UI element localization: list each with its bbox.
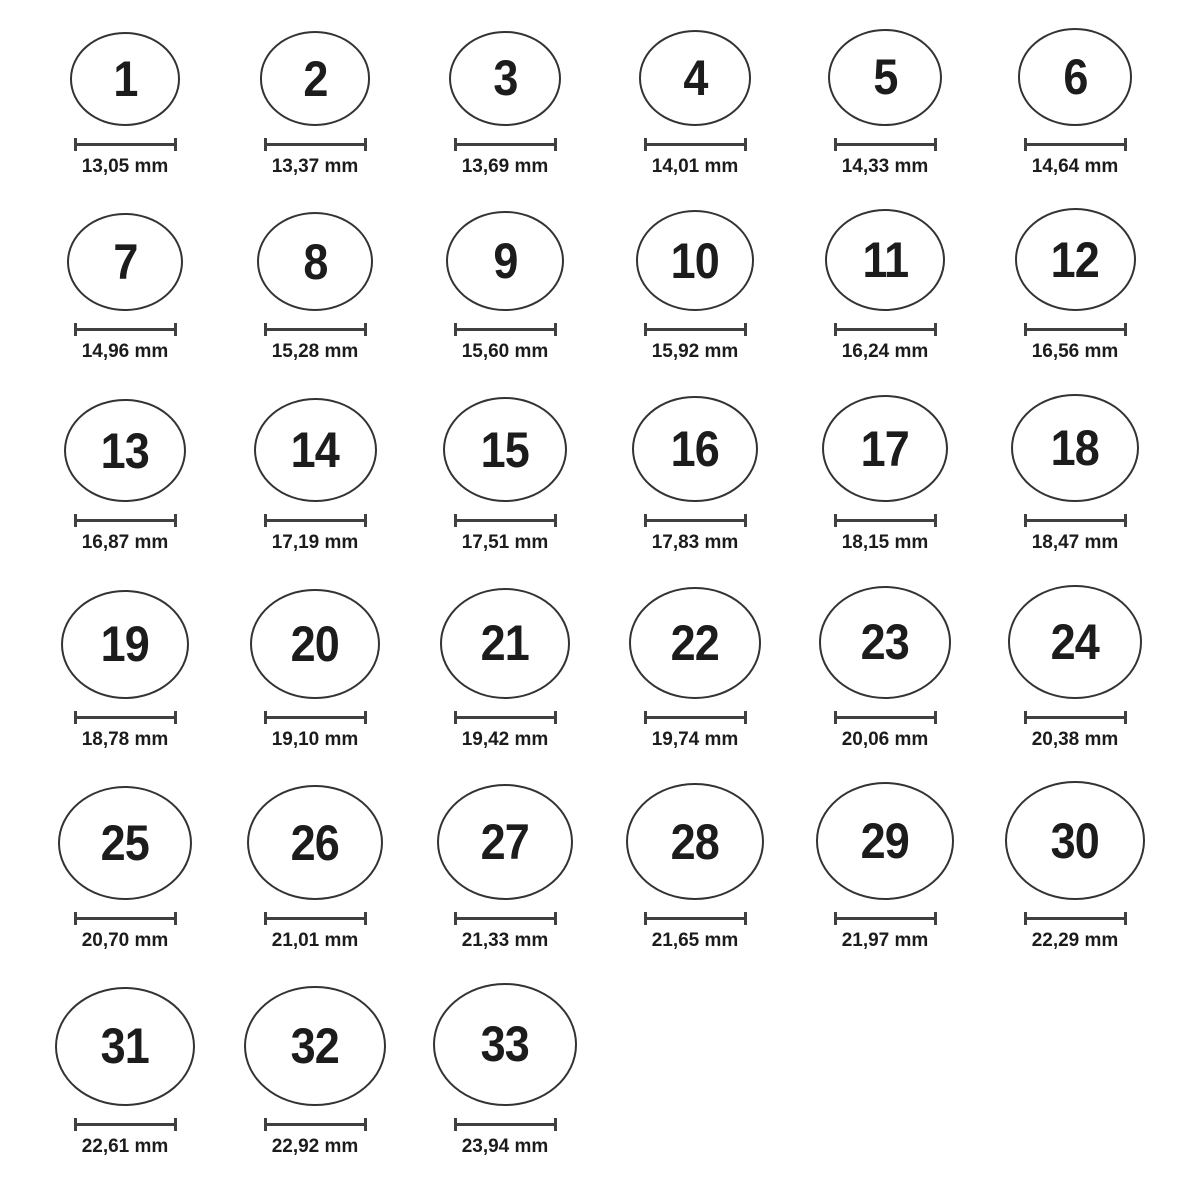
measure-bar: [77, 143, 174, 146]
ring-circle: [816, 782, 954, 900]
ring-size-item: [410, 397, 600, 555]
ring-size-item: [220, 31, 410, 178]
diameter-label: 15,92 mm: [651, 341, 739, 363]
ring-size-item: [790, 782, 980, 952]
diameter-measure-line: [644, 711, 747, 724]
ring-size-item: [410, 211, 600, 364]
ring-circle: [58, 786, 192, 900]
measure-tick-right: [934, 323, 937, 336]
measure-bar: [267, 1123, 364, 1126]
ring-size-item: [410, 784, 600, 953]
measure-bar: [267, 328, 364, 331]
diameter-measure-line: [644, 323, 747, 336]
ring-size-number: 16: [670, 421, 720, 478]
diameter-label: 18,78 mm: [81, 728, 169, 750]
measure-bar: [77, 1123, 174, 1126]
ring-size-number: 28: [670, 813, 720, 870]
diameter-label: 14,33 mm: [841, 155, 929, 177]
diameter-measure-line: [834, 514, 937, 527]
diameter-label: 19,74 mm: [651, 728, 739, 750]
measure-bar: [647, 716, 744, 719]
diameter-measure-line: [74, 138, 177, 151]
diameter-measure-line: [454, 323, 557, 336]
ring-circle: [626, 783, 763, 900]
ring-size-number: 14: [290, 422, 340, 479]
diameter-measure-line: [1024, 323, 1127, 336]
size-row: [30, 28, 1170, 178]
ring-size-item: [220, 785, 410, 953]
measure-tick-right: [364, 912, 367, 925]
ring-size-item: [30, 987, 220, 1159]
ring-size-item: [30, 32, 220, 178]
ring-size-number: 7: [112, 234, 138, 291]
measure-bar: [647, 143, 744, 146]
measure-bar: [267, 143, 364, 146]
measure-tick-right: [744, 323, 747, 336]
ring-size-item: [30, 399, 220, 556]
ring-size-number: 2: [302, 50, 328, 107]
diameter-label: 14,01 mm: [651, 155, 739, 177]
diameter-label: 19,10 mm: [271, 728, 359, 750]
diameter-measure-line: [74, 711, 177, 724]
measure-tick-right: [744, 514, 747, 527]
ring-size-item: [790, 209, 980, 364]
diameter-label: 23,94 mm: [461, 1135, 549, 1157]
ring-circle: [825, 209, 945, 311]
diameter-label: 20,38 mm: [1031, 728, 1119, 750]
ring-size-number: 6: [1062, 48, 1088, 105]
ring-size-item: [220, 212, 410, 364]
ring-circle: [446, 211, 564, 311]
diameter-measure-line: [454, 138, 557, 151]
size-row: [30, 208, 1170, 364]
ring-size-item: [600, 587, 790, 751]
ring-size-number: 31: [100, 1018, 150, 1075]
measure-bar: [647, 917, 744, 920]
measure-tick-right: [744, 711, 747, 724]
ring-size-item: [600, 396, 790, 555]
measure-bar: [1027, 519, 1124, 522]
diameter-measure-line: [74, 912, 177, 925]
measure-bar: [267, 716, 364, 719]
diameter-measure-line: [644, 514, 747, 527]
ring-size-item: [410, 588, 600, 752]
diameter-measure-line: [454, 711, 557, 724]
measure-tick-right: [1124, 514, 1127, 527]
measure-tick-right: [364, 711, 367, 724]
diameter-label: 15,60 mm: [461, 341, 549, 363]
ring-size-number: 23: [860, 614, 910, 671]
measure-tick-right: [174, 323, 177, 336]
diameter-measure-line: [834, 323, 937, 336]
ring-size-number: 13: [100, 422, 150, 479]
ring-circle: [70, 32, 180, 125]
measure-bar: [457, 143, 554, 146]
diameter-measure-line: [1024, 138, 1127, 151]
ring-circle: [433, 983, 578, 1106]
ring-circle: [636, 210, 755, 311]
ring-circle: [260, 31, 371, 125]
diameter-measure-line: [834, 711, 937, 724]
ring-size-number: 20: [290, 615, 340, 672]
measure-bar: [77, 917, 174, 920]
diameter-label: 20,70 mm: [81, 930, 169, 952]
ring-size-number: 15: [480, 421, 530, 478]
ring-size-number: 10: [670, 232, 720, 289]
measure-tick-right: [554, 323, 557, 336]
diameter-measure-line: [264, 1118, 367, 1131]
measure-bar: [77, 328, 174, 331]
measure-tick-right: [934, 912, 937, 925]
measure-tick-right: [554, 711, 557, 724]
ring-size-number: 8: [302, 233, 328, 290]
diameter-measure-line: [644, 138, 747, 151]
measure-tick-right: [174, 912, 177, 925]
measure-tick-right: [364, 138, 367, 151]
ring-circle: [639, 30, 752, 126]
measure-tick-right: [934, 138, 937, 151]
diameter-label: 19,42 mm: [461, 728, 549, 750]
diameter-measure-line: [264, 514, 367, 527]
measure-bar: [457, 519, 554, 522]
ring-size-number: 5: [872, 49, 898, 106]
diameter-label: 13,37 mm: [271, 155, 359, 177]
diameter-measure-line: [834, 912, 937, 925]
diameter-label: 16,24 mm: [841, 341, 929, 363]
ring-size-number: 21: [480, 615, 530, 672]
ring-circle: [1008, 585, 1141, 698]
diameter-label: 20,06 mm: [841, 728, 929, 750]
measure-bar: [457, 917, 554, 920]
measure-bar: [837, 917, 934, 920]
measure-tick-right: [174, 1118, 177, 1131]
ring-circle: [819, 586, 951, 699]
measure-tick-right: [554, 912, 557, 925]
ring-size-item: [980, 585, 1170, 751]
measure-tick-right: [174, 711, 177, 724]
ring-size-number: 17: [860, 420, 910, 477]
measure-tick-right: [1124, 138, 1127, 151]
measure-tick-right: [554, 138, 557, 151]
measure-tick-right: [1124, 912, 1127, 925]
measure-tick-right: [364, 1118, 367, 1131]
ring-size-item: [600, 210, 790, 364]
ring-size-number: 12: [1050, 231, 1100, 288]
measure-bar: [77, 519, 174, 522]
ring-circle: [257, 212, 374, 312]
ring-size-item: [980, 394, 1170, 555]
measure-tick-right: [364, 323, 367, 336]
measure-tick-right: [174, 514, 177, 527]
measure-tick-right: [364, 514, 367, 527]
size-row: [30, 781, 1170, 952]
ring-circle: [67, 213, 183, 312]
ring-size-item: [30, 213, 220, 364]
ring-size-item: [30, 786, 220, 953]
ring-circle: [1018, 28, 1133, 126]
measure-bar: [457, 328, 554, 331]
diameter-measure-line: [74, 1118, 177, 1131]
measure-tick-right: [1124, 711, 1127, 724]
diameter-label: 14,96 mm: [81, 341, 169, 363]
diameter-label: 22,92 mm: [271, 1135, 359, 1157]
ring-size-item: [410, 983, 600, 1159]
measure-tick-right: [744, 912, 747, 925]
ring-size-item: [410, 31, 600, 179]
measure-bar: [1027, 143, 1124, 146]
measure-bar: [647, 519, 744, 522]
ring-size-item: [980, 208, 1170, 364]
ring-size-item: [790, 29, 980, 179]
ring-size-number: 9: [492, 233, 518, 290]
ring-size-item: [790, 586, 980, 751]
diameter-label: 21,65 mm: [651, 930, 739, 952]
measure-bar: [837, 716, 934, 719]
ring-size-item: [220, 589, 410, 752]
diameter-measure-line: [644, 912, 747, 925]
measure-bar: [1027, 917, 1124, 920]
ring-circle: [55, 987, 195, 1106]
ring-circle: [254, 398, 377, 503]
ring-size-item: [600, 783, 790, 953]
ring-circle: [632, 396, 757, 502]
measure-tick-right: [1124, 323, 1127, 336]
measure-bar: [837, 328, 934, 331]
ring-size-item: [980, 28, 1170, 178]
diameter-label: 21,97 mm: [841, 930, 929, 952]
ring-size-item: [790, 395, 980, 555]
ring-size-number: 4: [682, 49, 708, 106]
diameter-label: 13,05 mm: [81, 155, 169, 177]
diameter-measure-line: [264, 138, 367, 151]
ring-circle: [61, 590, 189, 699]
diameter-measure-line: [454, 1118, 557, 1131]
measure-tick-right: [744, 138, 747, 151]
measure-tick-right: [554, 1118, 557, 1131]
ring-circle: [822, 395, 948, 502]
ring-size-number: 26: [290, 814, 340, 871]
size-row: [30, 983, 1170, 1159]
diameter-label: 22,61 mm: [81, 1135, 169, 1157]
diameter-measure-line: [454, 514, 557, 527]
ring-circle: [1011, 394, 1138, 502]
measure-tick-right: [934, 711, 937, 724]
diameter-measure-line: [1024, 912, 1127, 925]
ring-size-number: 24: [1050, 613, 1100, 670]
diameter-measure-line: [264, 711, 367, 724]
diameter-label: 13,69 mm: [461, 155, 549, 177]
diameter-measure-line: [1024, 711, 1127, 724]
ring-size-item: [980, 781, 1170, 952]
ring-size-number: 27: [480, 814, 530, 871]
diameter-label: 18,15 mm: [841, 532, 929, 554]
diameter-measure-line: [74, 323, 177, 336]
measure-bar: [837, 143, 934, 146]
ring-size-number: 25: [100, 814, 150, 871]
diameter-measure-line: [74, 514, 177, 527]
measure-bar: [1027, 716, 1124, 719]
diameter-label: 21,33 mm: [461, 930, 549, 952]
size-row: [30, 585, 1170, 751]
diameter-measure-line: [454, 912, 557, 925]
measure-bar: [267, 519, 364, 522]
ring-circle: [247, 785, 382, 900]
diameter-label: 16,56 mm: [1031, 341, 1119, 363]
ring-circle: [1015, 208, 1136, 311]
ring-circle: [244, 986, 385, 1106]
ring-circle: [440, 588, 570, 699]
diameter-label: 17,83 mm: [651, 532, 739, 554]
ring-circle: [443, 397, 567, 503]
diameter-label: 16,87 mm: [81, 532, 169, 554]
ring-circle: [64, 399, 186, 503]
ring-circle: [437, 784, 573, 900]
ring-size-item: [30, 590, 220, 752]
ring-circle: [250, 589, 379, 699]
ring-size-number: 30: [1050, 812, 1100, 869]
diameter-label: 15,28 mm: [271, 341, 359, 363]
ring-size-number: 3: [492, 50, 518, 107]
ring-circle: [449, 31, 561, 126]
measure-bar: [837, 519, 934, 522]
ring-size-number: 33: [480, 1016, 530, 1073]
ring-size-number: 32: [290, 1017, 340, 1074]
measure-tick-right: [174, 138, 177, 151]
measure-bar: [1027, 328, 1124, 331]
diameter-measure-line: [264, 323, 367, 336]
ring-circle: [629, 587, 760, 699]
ring-size-number: 19: [100, 616, 150, 673]
ring-size-item: [220, 986, 410, 1159]
diameter-measure-line: [1024, 514, 1127, 527]
ring-size-number: 11: [862, 232, 908, 289]
measure-bar: [77, 716, 174, 719]
measure-bar: [457, 716, 554, 719]
diameter-label: 14,64 mm: [1031, 155, 1119, 177]
diameter-measure-line: [834, 138, 937, 151]
measure-tick-right: [934, 514, 937, 527]
measure-bar: [457, 1123, 554, 1126]
ring-size-number: 18: [1050, 420, 1100, 477]
ring-circle: [828, 29, 942, 126]
ring-circle: [1005, 781, 1144, 900]
ring-size-number: 1: [112, 50, 138, 107]
ring-size-number: 29: [860, 813, 910, 870]
diameter-label: 21,01 mm: [271, 930, 359, 952]
ring-size-item: [600, 30, 790, 179]
measure-bar: [647, 328, 744, 331]
size-row: [30, 394, 1170, 555]
measure-bar: [267, 917, 364, 920]
diameter-label: 17,51 mm: [461, 532, 549, 554]
diameter-label: 18,47 mm: [1031, 532, 1119, 554]
measure-tick-right: [554, 514, 557, 527]
diameter-label: 22,29 mm: [1031, 930, 1119, 952]
ring-size-item: [220, 398, 410, 555]
diameter-label: 17,19 mm: [271, 532, 359, 554]
diameter-measure-line: [264, 912, 367, 925]
ring-size-number: 22: [670, 614, 720, 671]
